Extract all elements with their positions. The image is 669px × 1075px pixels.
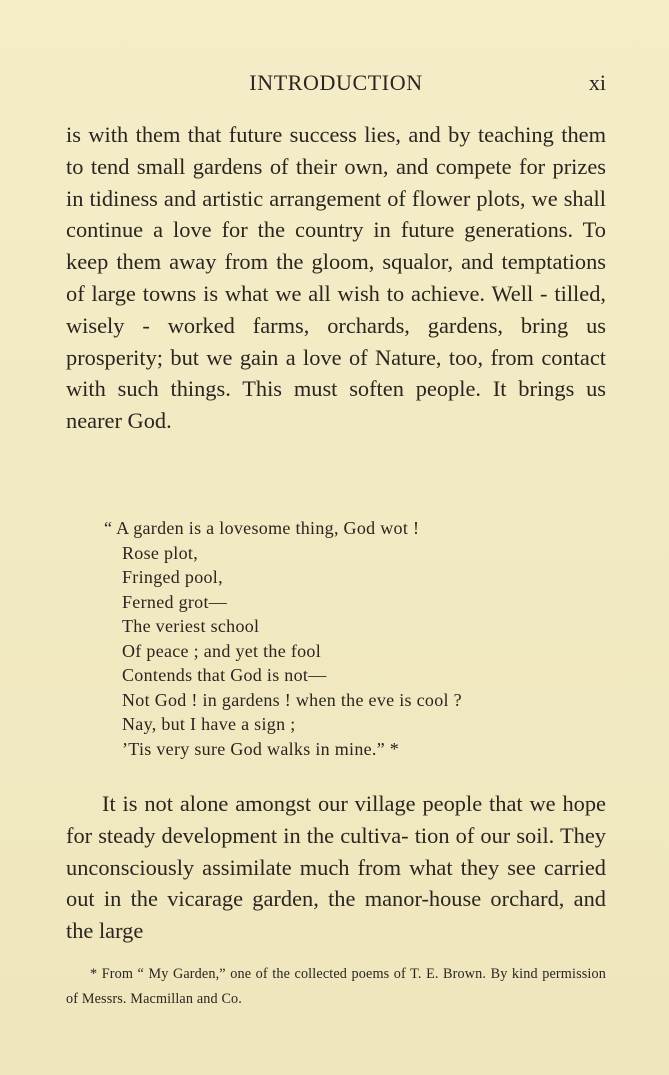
poem-line-10: ’Tis very sure God walks in mine.” * <box>122 738 400 759</box>
main-text-continued <box>66 788 606 947</box>
poem-line-9: Nay, but I have a sign ; <box>122 714 296 734</box>
poem-line-3: Fringed pool, <box>122 567 223 587</box>
footnote <box>66 962 606 1012</box>
poem-line-4: Ferned grot— <box>122 591 228 612</box>
poem-quotation <box>104 516 574 761</box>
poem-line-2: Rose plot, <box>122 542 199 563</box>
poem-line-1: “ A garden is a lovesome thing, God wot ! <box>104 518 420 538</box>
main-text <box>66 119 606 437</box>
poem-line-6: Of peace ; and yet the fool <box>122 640 322 661</box>
poem-line-8: Not God ! in gardens ! when the eve is cool ? <box>122 689 462 710</box>
running-title: INTRODUCTION <box>249 70 423 95</box>
poem-line-7: Contends that God is not— <box>122 665 327 685</box>
paragraph-2: It is not alone amongst our village people that we hope for steady development in the cultiva- tion of our soil. They unconsciously assimilate much from what they see carried out in the vicarage garden, the manor-house orchard, and the large <box>66 791 606 944</box>
poem-line-5: The veriest school <box>122 616 260 636</box>
page-number: xi <box>588 70 606 95</box>
footnote-text: * From “ My Garden,” one of the collected poems of T. E. Brown. By kind permission of Messrs. Macmillan and Co. <box>66 966 606 1007</box>
page-header <box>66 70 606 100</box>
paragraph-1: is with them that future success lies, and by teaching them to tend small gardens of their own, and compete for prizes in tidiness and artistic arrangement of flower plots, we shall continue a love for the country in future generations. To keep them away from the gloom, squalor, and temptations of large towns is what we all wish to achieve. Well - tilled, wisely - worked farms, orchards, gardens, bring us prosperity; but we gain a love of Nature, too, from contact with such things. This must soften people. It brings us nearer God. <box>66 122 606 434</box>
